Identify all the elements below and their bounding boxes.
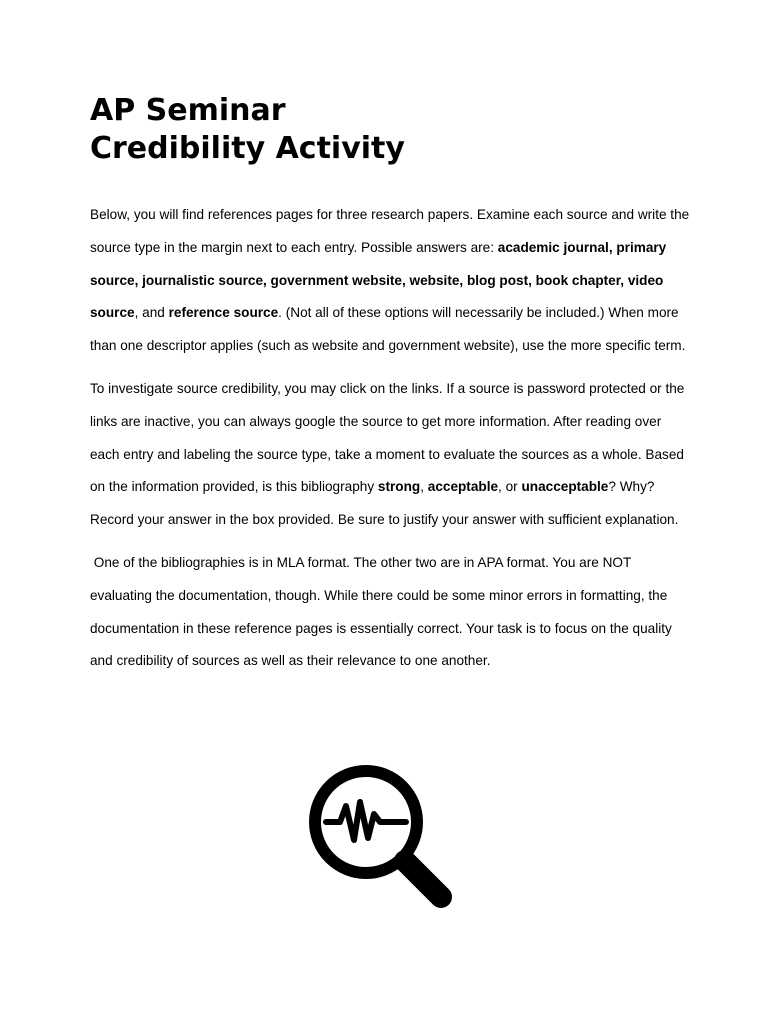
p2-acceptable: acceptable	[427, 479, 499, 495]
p1-text-1: Below, you will find references pages for three research papers. Examine each source and write the source type in the margin next to each entry. Possible answers are:	[90, 207, 690, 255]
instructions-paragraph-1	[90, 199, 690, 363]
document-body	[90, 199, 690, 688]
document-title	[90, 92, 405, 168]
p2-text-3: , or	[498, 479, 522, 495]
p2-unacceptable: unacceptable	[521, 479, 609, 495]
p1-reference-source: reference source	[168, 305, 279, 321]
title-line-1: AP Seminar	[90, 93, 286, 128]
p1-source-types: academic journal, primary source, journalistic source, government website, website, blog post, book chapter, video source	[90, 239, 667, 321]
p1-text-2: , and	[134, 305, 169, 321]
p2-strong: strong	[377, 479, 421, 495]
p2-text-2: ,	[420, 479, 428, 495]
instructions-paragraph-2	[90, 373, 690, 537]
instructions-paragraph-3: One of the bibliographies is in MLA format. The other two are in APA format. You are NOT evaluating the documentation, though. While there could be some minor errors in formatting, the documentation in these reference pages is essentially correct. Your task is to focus on the quality and credibility of sources as well as their relevance to one another.	[90, 554, 676, 669]
p2-text-1: To investigate source credibility, you may click on the links. If a source is password protected or the links are inactive, you can always google the source to get more information. After reading over each entry and labeling the source type, take a moment to evaluate the sources as a whole. Based on the information provided, is this bibliography	[90, 380, 685, 495]
p2-text-4: ? Why? Record your answer in the box provided. Be sure to justify your answer with sufficient explanation.	[90, 479, 679, 528]
title-line-2: Credibility Activity	[90, 131, 405, 166]
p1-text-3: . (Not all of these options will necessarily be included.) When more than one descriptor applies (such as website and government website), use the more specific term.	[90, 305, 686, 354]
magnifying-glass-heartbeat-icon	[308, 764, 458, 914]
